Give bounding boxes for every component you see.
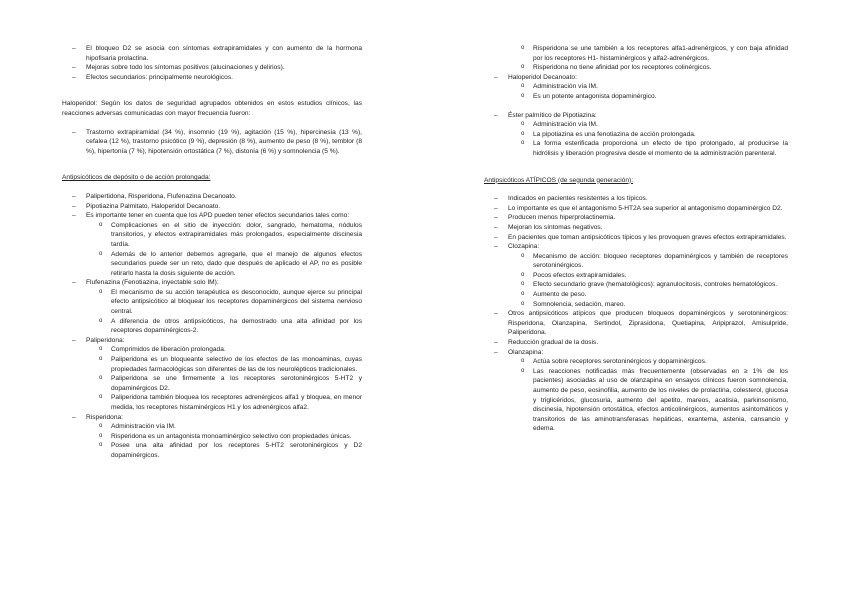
sub-list-item: o Administración vía IM.	[99, 423, 176, 431]
haloperidol-paragraph: Haloperidol: Según los datos de seguridad agrupados obtenidos en estos estudios clínicos, las reacciones adversas comunicadas con mayor frecuencia fueron:	[62, 100, 362, 117]
list-item: – Palipertidona, Risperidona, Flufenazina Decanoato.	[72, 192, 237, 200]
sub-list-item: o Paliperidona se une firmemente a los receptores serotoninérgicos 5-HT2 y dopaminérgicos D2.	[99, 375, 362, 392]
list-item: – Olanzapina:	[494, 348, 544, 356]
list-item: – Es importante tener en cuenta que los APD pueden tener efectos secundarios tales como:	[72, 212, 350, 220]
list-item: – El bloqueo D2 se asocia con síntomas extrapiramidales y con aumento de la hormona hipofisaria prolactina.	[72, 45, 362, 62]
list-item: – Flufenazina (Fenotiazina, inyectable solo IM):	[72, 279, 219, 287]
sub-list-item: o Complicaciones en el sitio de inyección: dolor, sangrado, hematoma, nódulos transitorios, y efectos extrapiramidales más prolongados, especialmente discinesia tardía.	[99, 221, 362, 248]
sub-list-item: o Somnolencia, sedación, mareo.	[521, 300, 626, 308]
sub-list-item: o Risperidona no tiene afinidad por los receptores colinérgicos.	[521, 64, 712, 72]
sub-list-item: o Actúa sobre receptores serotoninérgicos y dopaminérgicos.	[521, 358, 707, 366]
sub-list-item: o El mecanismo de su acción terapéutica es desconocido, aunque ejerce su principal efecto antipsicótico al bloquear los receptores dopaminérgicos del sistema nervioso central.	[99, 288, 362, 316]
sub-list-item: o La forma esterificada proporciona un efecto de tipo prolongado, al producirse la hidrólisis y liberación progresiva desde el momento de la administración parenteral.	[521, 140, 788, 157]
list-item: – Producen menos hiperprolactinemia.	[494, 214, 616, 222]
list-item: – En pacientes que toman antipsicóticos típicos y les provoquen graves efectos extrapiramidales.	[494, 233, 787, 241]
list-item: – Otros antipsicóticos atípicos que producen bloqueos dopaminérgicos y serotoninérgicos: Risperidona, Olanzapina, Sertindol, Ziprasidona, Quetiapina, Aripiprazol, Amisulpride, Paliperidona.	[494, 310, 788, 337]
sub-list-item: o Administración vía IM.	[521, 121, 598, 129]
list-item: – Mejoran los síntomas negativos.	[494, 223, 603, 231]
list-item: – Paliperidona:	[72, 336, 125, 344]
list-item: – Pipotiazina Palmitato, Haloperidol Decanoato.	[72, 202, 221, 210]
sub-list-item: o Administración vía IM.	[521, 83, 598, 91]
sub-list-item: o Las reacciones notificadas más frecuentemente (observadas en ≥ 1% de los pacientes) asociadas al uso de olanzapina en ensayos clínicos fueron somnolencia, aumento de peso, eosinofilia, aumento de los niveles de prolactina, colesterol, glucosa y triglicéridos, glucosuria, aumento del apetito, mareos, acatisia, parkinsonismo, discinesia, hipotensión ortostática, efectos anticolinérgicos, aumentos asintomáticos y transitorios de las aminotransferasas hepáticas, exantema, astenia, cansancio y edema.	[521, 367, 788, 433]
sub-list-item: o Aumento de peso.	[521, 291, 587, 299]
list-item: – Éster palmítico de Pipotiazina:	[494, 111, 597, 119]
sub-list-item: o Mecanismo de acción: bloqueo receptores dopaminérgicos y también de receptores serotoninérgicos.	[521, 252, 788, 270]
sub-list-item: o La pipotiazina es una fenotiazina de acción prolongada.	[521, 130, 696, 138]
list-item: – Indicados en pacientes resistentes a los típicos.	[494, 195, 648, 203]
list-item: – Reducción gradual de la dosis.	[494, 339, 599, 347]
section-heading-atypical: Antipsicóticos ATÍPICOS (de segunda generación):	[484, 176, 634, 184]
list-item: – Lo importante es que el antagonismo 5-HT2A sea superior al antagonismo dopaminérgico D2.	[494, 204, 783, 212]
list-item: – Haloperidol Decanoato:	[494, 73, 577, 81]
sub-list-item: o A diferencia de otros antipsicóticos, ha demostrado una alta afinidad por los receptores dopaminérgicos-2.	[99, 317, 362, 335]
list-item: – Risperidona:	[72, 413, 124, 421]
right-column	[484, 44, 788, 434]
list-item: – Clozapina:	[494, 243, 540, 251]
section-heading-depot: Antipsicóticos de depósito o de acción prolongada:	[62, 174, 211, 182]
list-item: – Efectos secundarios: principalmente neurológicos.	[72, 73, 233, 81]
list-item: – Mejoras sobre todo los síntomas positivos (alucinaciones y delirios).	[72, 64, 285, 72]
list-item: – Trastorno extrapiramidal (34 %), insomnio (19 %), agitación (15 %), hipercinesia (13 %), cefalea (12 %), trastorno psicótico (9 %), depresión (8 %), aumento de peso (8 %), temblor (8 %), hipertonía (7 %), hipotensión ortostática (7 %), distonía (6 %) y somnolencia (5 %).	[72, 128, 362, 155]
sub-list-item: o Comprimidos de liberación prolongada.	[99, 346, 226, 354]
sub-list-item: o Paliperidona también bloquea los receptores adrenérgicos alfa1 y bloquea, en menor medida, los receptores histaminérgicos H1 y los adrenérgicos alfa2.	[99, 394, 362, 411]
sub-list-item: o Es un potente antagonista dopaminérgico.	[521, 92, 657, 100]
sub-list-item: o Además de lo anterior debemos agregarle, que el manejo de algunos efectos secundarios puede ser un reto, dado que después de aplicado el AP, no es posible retirarlo hasta la dosis siguiente de acción.	[99, 250, 362, 277]
sub-list-item: o Risperidona se une también a los receptores alfa1-adrenérgicos, y con baja afinidad por los receptores H1- histaminérgicos y alfa2-adrenérgicos.	[521, 45, 788, 62]
sub-list-item: o Pocos efectos extrapiramidales.	[521, 271, 627, 279]
sub-list-item: o Posee una alta afinidad por los receptores 5-HT2 serotoninérgicos y D2 dopaminérgicos.	[99, 442, 362, 459]
sub-list-item: o Paliperidona es un bloqueante selectivo de los efectos de las monoaminas, cuyas propiedades farmacológicas son diferentes de las de los neurolépticos tradicionales.	[99, 356, 362, 373]
sub-list-item: o Efecto secundario grave (hematológicos): agranulocitosis, controles hematológicos.	[521, 281, 778, 289]
sub-list-item: o Risperidona es un antagonista monoaminérgico selectivo con propiedades únicas.	[99, 432, 352, 440]
left-column	[62, 44, 362, 461]
